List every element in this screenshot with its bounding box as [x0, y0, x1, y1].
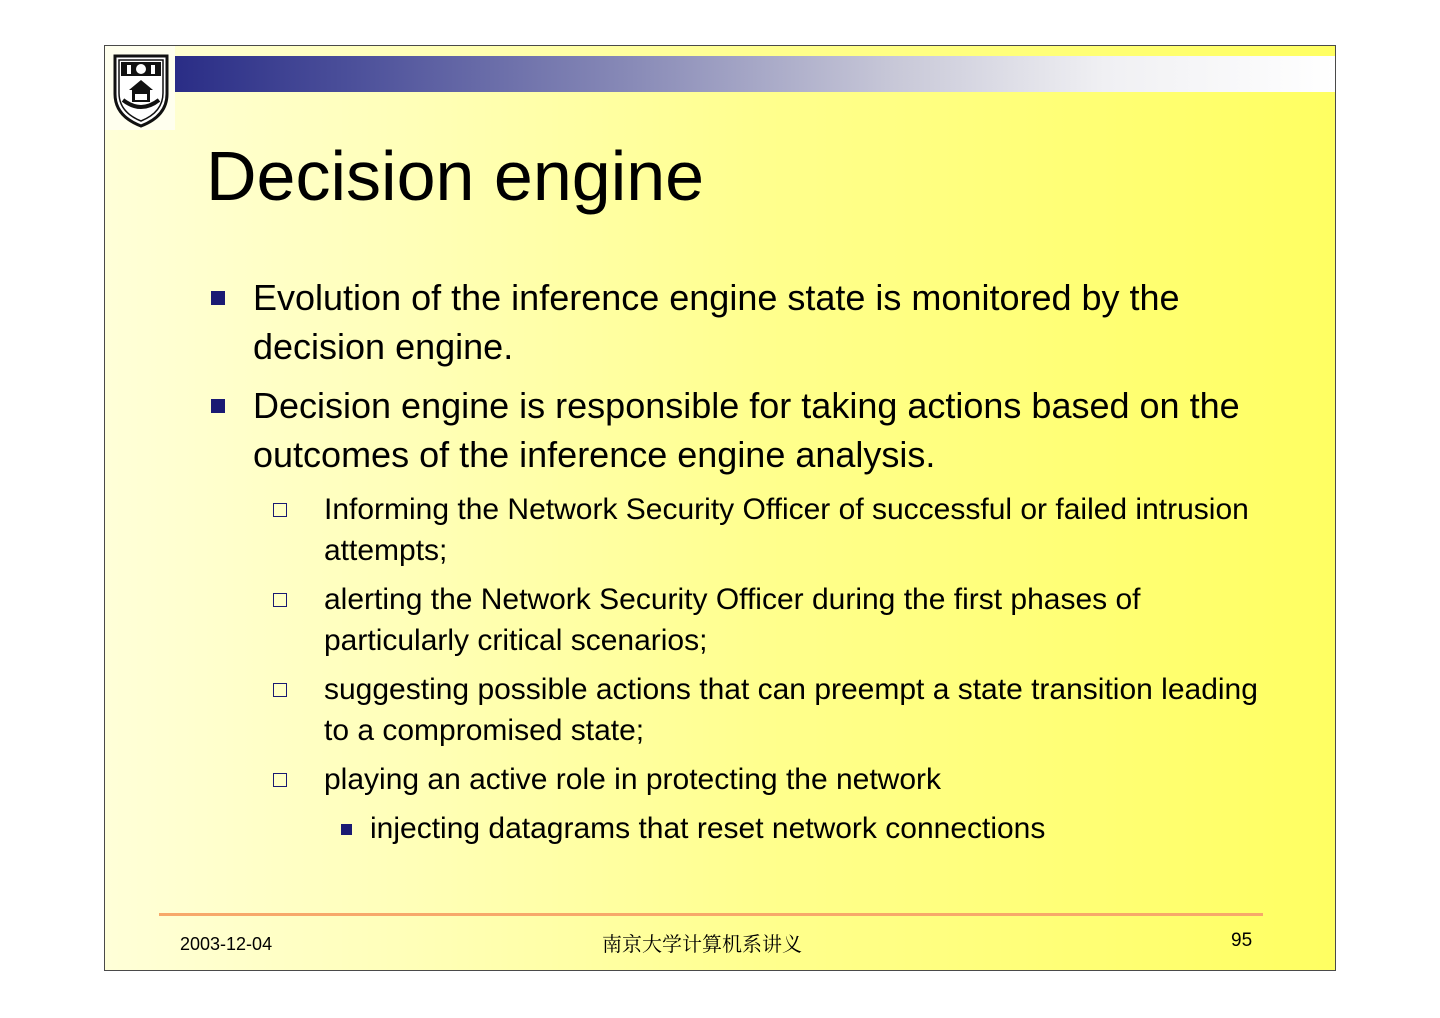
sub-bullet-item — [201, 489, 1261, 571]
header-gradient-bar — [175, 56, 1336, 92]
sub-bullet-item — [201, 759, 1261, 800]
sub-bullet-text: playing an active role in protecting the network — [324, 763, 942, 796]
bullet-item — [201, 273, 1261, 371]
footer-course-label: 南京大学计算机系讲义 — [602, 932, 802, 956]
hollow-square-bullet-icon — [273, 773, 287, 787]
slide-title: Decision engine — [206, 137, 705, 215]
small-square-bullet-icon — [341, 824, 352, 835]
sub-sub-bullet-item — [201, 808, 1261, 849]
bullet-list — [201, 273, 1261, 849]
sub-bullet-text: Informing the Network Security Officer of successful or failed intrusion attempts; — [324, 493, 1249, 567]
hollow-square-bullet-icon — [273, 683, 287, 697]
square-bullet-icon — [211, 291, 225, 305]
sub-bullet-text: alerting the Network Security Officer during the first phases of particularly critical scenarios; — [324, 583, 1141, 657]
square-bullet-icon — [211, 399, 225, 413]
bullet-text: Evolution of the inference engine state is monitored by the decision engine. — [253, 277, 1180, 367]
bullet-text: Decision engine is responsible for taking actions based on the outcomes of the inference engine analysis. — [253, 385, 1240, 475]
footer-date: 2003-12-04 — [180, 934, 273, 954]
footer-divider — [159, 913, 1263, 916]
sub-bullet-item — [201, 669, 1261, 751]
page-number: 95 — [1231, 930, 1253, 951]
logo-plate — [105, 46, 175, 130]
sub-bullet-text: suggesting possible actions that can preempt a state transition leading to a compromised state; — [324, 673, 1258, 747]
bullet-item — [201, 381, 1261, 479]
sub-bullet-item — [201, 579, 1261, 661]
slide — [104, 45, 1336, 971]
hollow-square-bullet-icon — [273, 593, 287, 607]
university-crest-icon — [109, 50, 173, 128]
sub-sub-bullet-text: injecting datagrams that reset network connections — [370, 812, 1046, 845]
hollow-square-bullet-icon — [273, 503, 287, 517]
